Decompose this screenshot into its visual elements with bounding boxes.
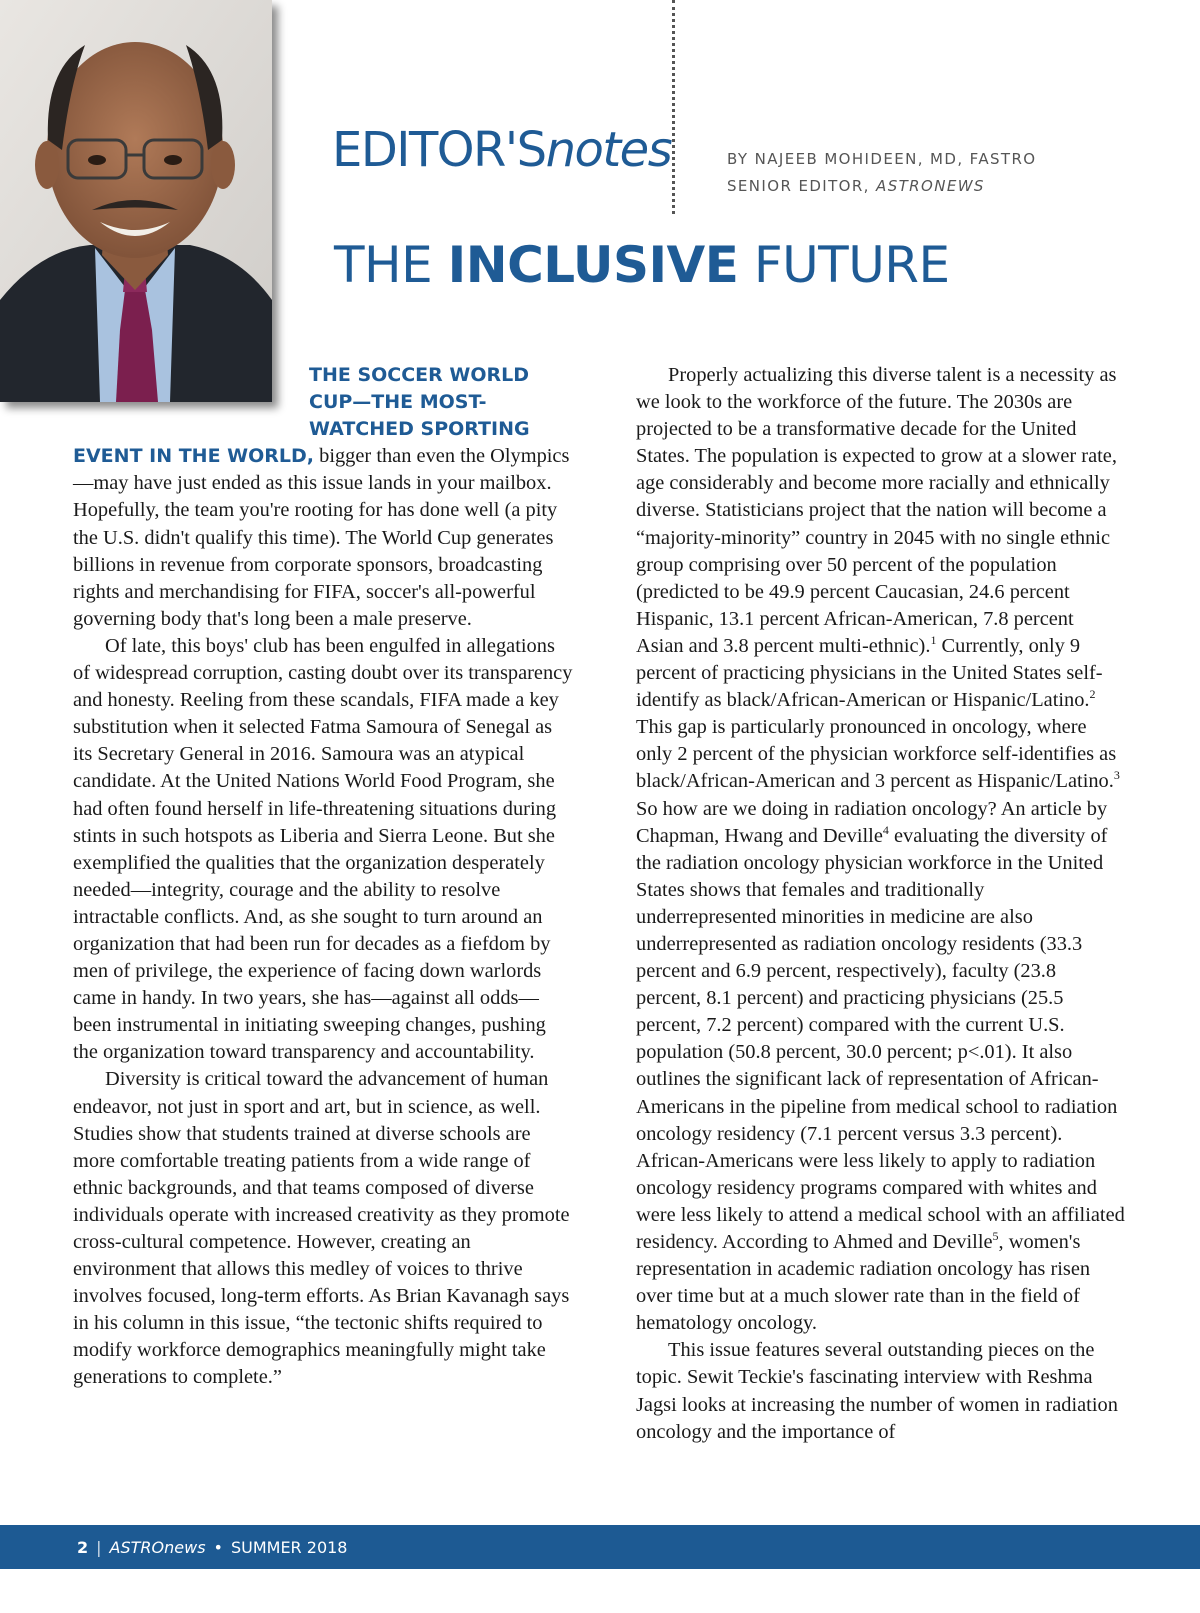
footnote-ref-4: 4	[882, 822, 889, 837]
paragraph-4-text-c: This gap is particularly pronounced in oncology, where only 2 percent of the physician workforce self-identifies as black/African-American and 3 percent as Hispanic/Latino.	[636, 716, 1117, 793]
byline	[727, 146, 1037, 200]
left-column	[73, 362, 573, 1392]
article-headline	[334, 236, 950, 294]
footnote-ref-2: 2	[1089, 687, 1096, 702]
paragraph-2: Of late, this boys' club has been engulfed in allegations of widespread corruption, casting doubt over its transparency and honesty. Reeling from these scandals, FIFA made a key substitution when it selected Fatma Samoura of Senegal as its Secretary General in 2016. Samoura was an atypical candidate. At the United Nations World Food Program, she had often found herself in life-threatening situations during stints in such hotspots as Liberia and Sierra Leone. But she exemplified the qualities that the organization desperately needed—integrity, courage and the ability to resolve intractable conflicts. And, as she sought to turn around an organization that had been run for decades as a fiefdom by men of privilege, the experience of facing down warlords came in handy. In two years, she has—against all odds—been instrumental in initiating sweeping changes, pushing the organization toward transparency and accountability.	[73, 634, 573, 1064]
headline-post: FUTURE	[738, 236, 950, 294]
byline-author: BY NAJEEB MOHIDEEN, MD, FASTRO	[727, 150, 1037, 168]
issue-date: SUMMER 2018	[230, 1537, 348, 1557]
byline-title-prefix: SENIOR EDITOR,	[727, 177, 877, 195]
paragraph-5-text-b: evaluating the diversity of the radiation oncology physician workforce in the United States shows that females and traditionally underrepresented minorities in medicine are also underrepresented as radiation oncology residents (33.3 percent and 6.9 percent, respectively), faculty (23.8 percent, 8.1 percent) and practicing physicians (25.5 percent, 7.2 percent) compared with the current U.S. population (50.8 percent, 30.0 percent; p<.01). It also outlines the significant lack of representation of African-Americans in the pipeline from medical school to radiation oncology residency (7.1 percent versus 3.3 percent). African-Americans were less likely to apply to radiation oncology residency programs compared with whites and were less likely to attend a medical school with an affiliated residency. According to Ahmed and Deville	[636, 824, 1125, 1253]
paragraph-5	[636, 796, 1125, 1338]
footnote-ref-3: 3	[1113, 768, 1120, 783]
lead-in-tail: EVENT IN THE WORLD,	[73, 445, 315, 468]
byline-publication: ASTRONEWS	[876, 177, 985, 195]
footnote-ref-1: 1	[930, 633, 937, 648]
masthead-main: EDITOR'S	[332, 122, 546, 178]
dotted-divider	[672, 0, 675, 214]
editors-notes-masthead	[332, 122, 672, 178]
footnote-ref-5: 5	[992, 1229, 999, 1244]
magazine-name: ASTROnews	[109, 1537, 206, 1557]
page-number: 2	[77, 1537, 89, 1557]
lead-in-heading: THE SOCCER WORLD CUP—THE MOST-WATCHED SPORTING	[309, 364, 530, 441]
right-column	[636, 362, 1125, 1446]
headline-bold: INCLUSIVE	[447, 236, 739, 294]
paragraph-5-text-a: So how are we doing in radiation oncology? An article by Chapman, Hwang and Deville	[636, 797, 1108, 847]
paragraph-4	[636, 362, 1125, 796]
editor-portrait-photo	[0, 0, 272, 402]
page-footer	[0, 1525, 1200, 1569]
paragraph-1-text: bigger than even the Olympics—may have just ended as this issue lands in your mailbox. Hopefully, the team you're rooting for has done well (a pity the U.S. didn't qualify this time). The World Cup generates billions in revenue from corporate sponsors, broadcasting rights and merchandising for FIFA, soccer's all-powerful governing body that's long been a male preserve.	[73, 445, 570, 630]
headline-pre: THE	[334, 236, 448, 294]
footer-separator: |	[96, 1537, 102, 1557]
paragraph-6: This issue features several outstanding pieces on the topic. Sewit Teckie's fascinating interview with Reshma Jagsi looks at increasing the number of women in radiation oncology and the importance of	[636, 1339, 1118, 1443]
footer-bullet: •	[213, 1537, 223, 1557]
paragraph-4-text-a: Properly actualizing this diverse talent is a necessity as we look to the workforce of the future. The 2030s are projected to be a transformative decade for the United States. The population is expected to grow at a slower rate, age considerably and become more racially and ethnically diverse. Statisticians project that the nation will become a “majority-minority” country in 2045 with no single ethnic group comprising over 50 percent of the population (predicted to be 49.9 percent Caucasian, 24.6 percent Hispanic, 13.1 percent African-American, 7.8 percent Asian and 3.8 percent multi-ethnic).	[636, 364, 1117, 657]
masthead-italic: notes	[545, 122, 672, 178]
paragraph-5-text-c: , women's representation in academic radiation oncology has risen over time but at a much slower rate than in the field of hematology oncology.	[636, 1231, 1091, 1335]
paragraph-1	[73, 443, 573, 633]
byline-title	[727, 173, 1037, 200]
paragraph-4-text-b: Currently, only 9 percent of practicing physicians in the United States self-identify as black/African-American or Hispanic/Latino.	[636, 634, 1103, 712]
paragraph-3: Diversity is critical toward the advancement of human endeavor, not just in sport and art, but in science, as well. Studies show that students trained at diverse schools are more comfortable treating patients from a wide range of ethnic backgrounds, and that teams composed of diverse individuals operate with increased creativity as they promote cross-cultural competence. However, creating an environment that allows this medley of voices to thrive involves focused, long-term efforts. As Brian Kavanagh says in his column in this issue, “the tectonic shifts required to modify workforce demographics meaningfully might take generations to complete.”	[73, 1068, 570, 1389]
